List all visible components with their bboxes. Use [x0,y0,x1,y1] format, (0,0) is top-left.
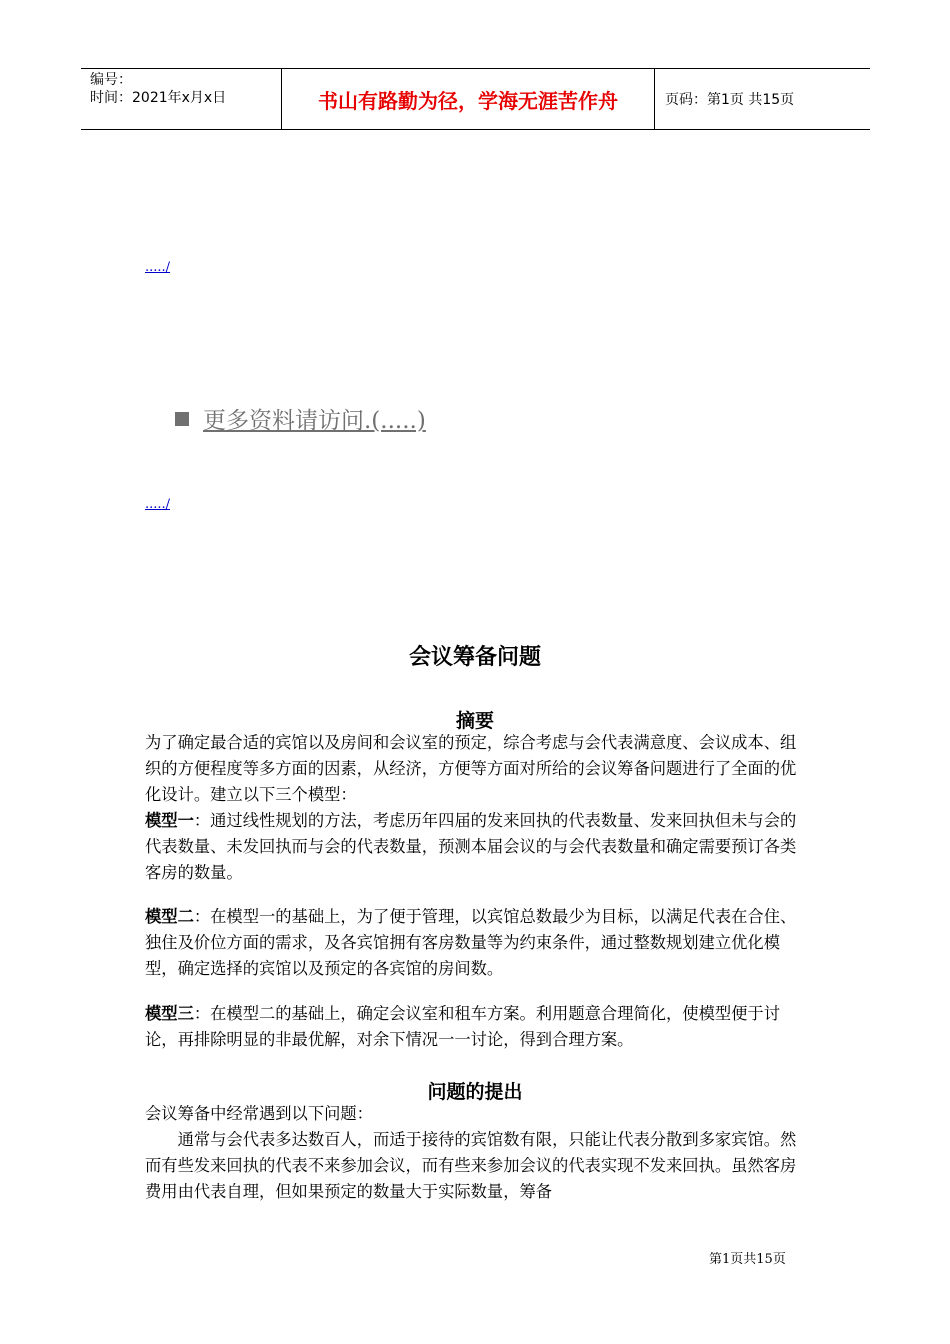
model2-text: ：在模型一的基础上，为了便于管理，以宾馆总数最少为目标，以满足代表在合住、独住及价位方面的需求，及各宾馆拥有客房数量等为约束条件，通过整数规划建立优化模型，确定选择的宾馆以及预定的各宾馆的房间数。 [145,907,797,978]
model3-label: 模型三 [145,1004,194,1023]
bottom-link[interactable]: ...../ [145,497,171,512]
more-info-row [175,402,426,435]
header-meta [81,69,282,129]
footer-page-number: 第1页共15页 [709,1252,786,1267]
more-info-link[interactable]: 更多资料请访问.(.....) [203,408,426,434]
problem-intro: 会议筹备中经常遇到以下问题： [145,1104,373,1123]
header-code: 编号： [90,72,132,88]
model2-paragraph [145,904,809,982]
square-bullet-icon [175,412,189,426]
header-date: 时间：2021年x月x日 [90,90,227,106]
page-header [81,68,870,130]
header-page-number: 页码：第1页 共15页 [665,92,795,108]
model1-text: ：通过线性规划的方法，考虑历年四届的发来回执的代表数量、发来回执但未与会的代表数量、未发回执而与会的代表数量，预测本届会议的与会代表数量和确定需要预订各类客房的数量。 [145,811,797,882]
model2-label: 模型二 [145,907,194,926]
abstract-intro [145,730,809,886]
problem-heading: 问题的提出 [427,1081,523,1103]
model3-text: ：在模型二的基础上，确定会议室和租车方案。利用题意合理简化，使模型便于讨论，再排除明显的非最优解，对余下情况一一讨论，得到合理方案。 [145,1004,780,1049]
document-title: 会议筹备问题 [408,645,541,670]
header-motto: 书山有路勤为径，学海无涯苦作舟 [282,69,655,129]
top-link[interactable]: ...../ [145,260,171,275]
model1-label: 模型一 [145,811,194,830]
problem-paragraph: 通常与会代表多达数百人，而适于接待的宾馆数有限，只能让代表分散到多家宾馆。然而有些发来回执的代表不来参加会议，而有些来参加会议的代表实现不发来回执。虽然客房费用由代表自理，但如果预定的数量大于实际数量，筹备 [145,1130,797,1201]
abstract-heading: 摘要 [455,710,494,732]
abstract-intro-text: 为了确定最合适的宾馆以及房间和会议室的预定，综合考虑与会代表满意度、会议成本、组织的方便程度等多方面的因素，从经济，方便等方面对所给的会议筹备问题进行了全面的优化设计。建立以下三个模型： [145,733,797,804]
model3-paragraph [145,1001,809,1053]
